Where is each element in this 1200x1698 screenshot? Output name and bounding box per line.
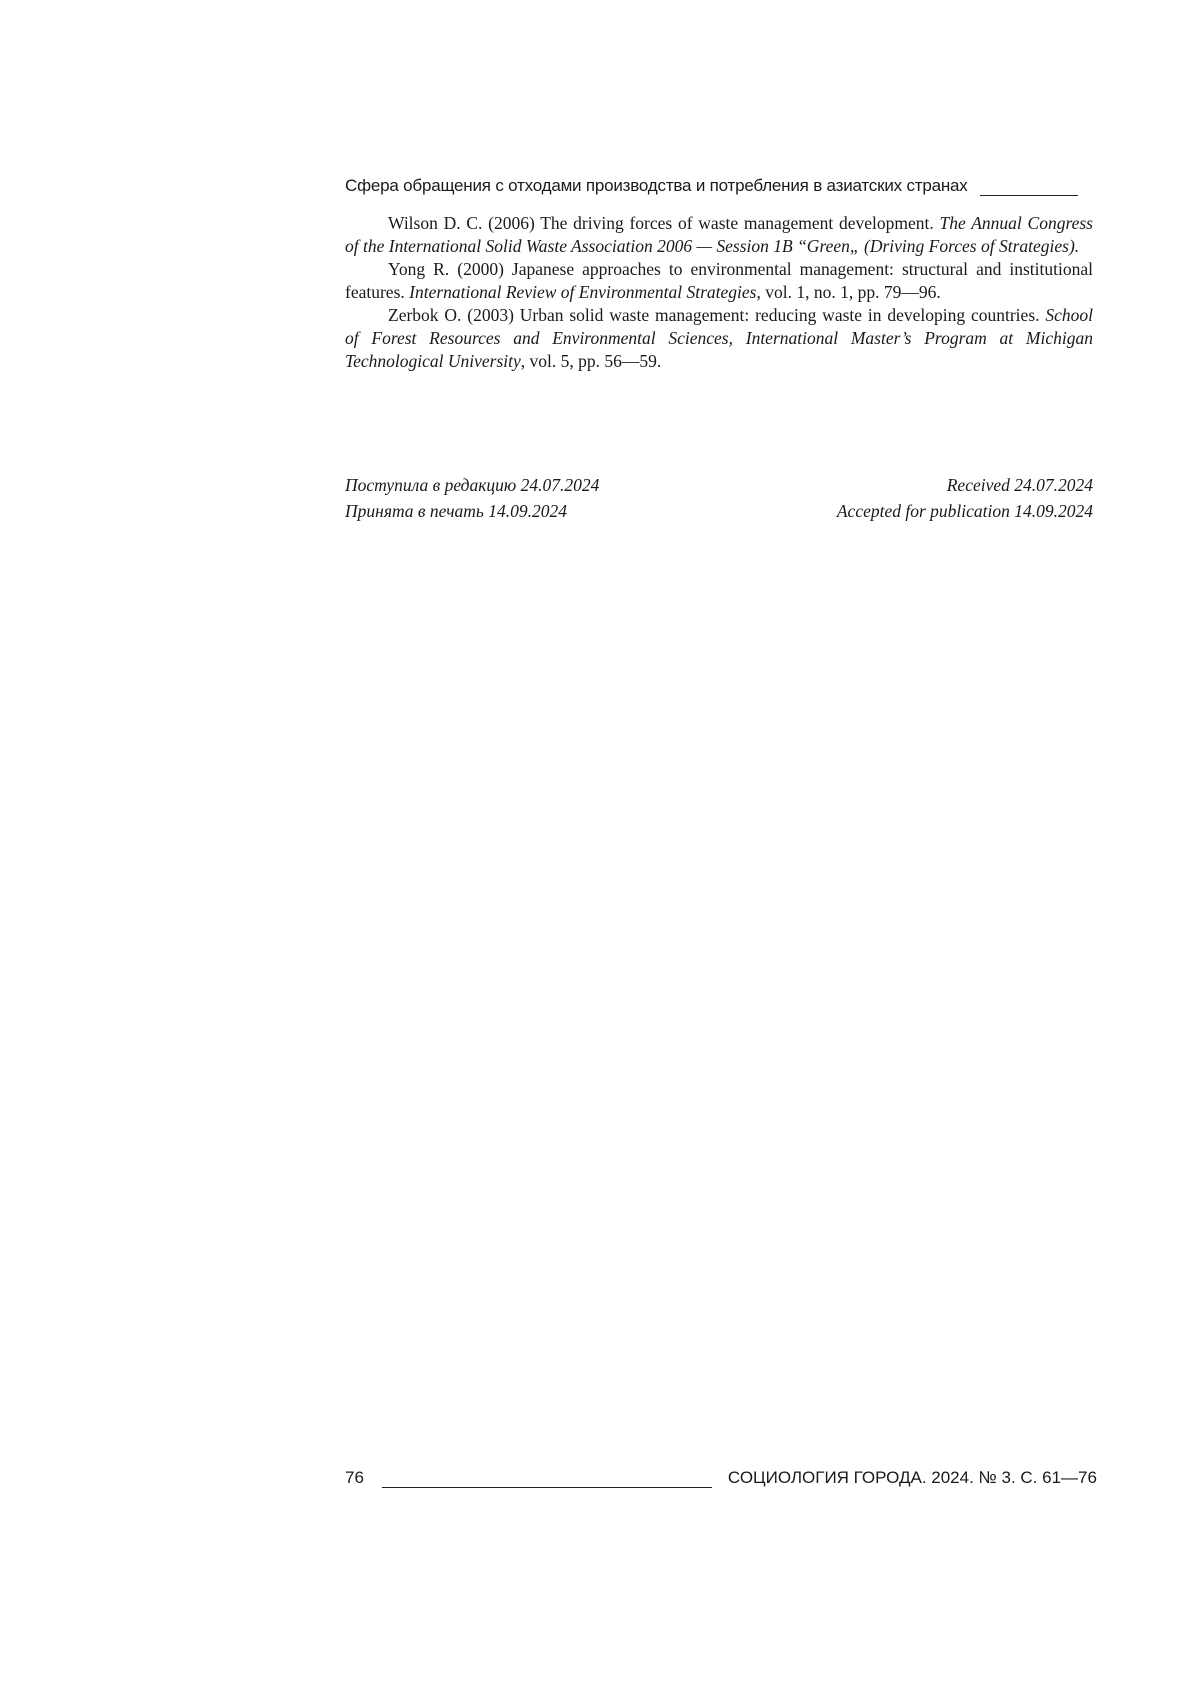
accepted-date-en: Accepted for publication 14.09.2024 <box>836 501 1093 521</box>
received-date-en: Received 24.07.2024 <box>946 475 1093 495</box>
reference-text: Wilson D. C. (2006) The driving forces of waste management development. <box>388 213 940 233</box>
reference-tail: , vol. 5, pp. 56—59. <box>520 351 662 371</box>
reference-item <box>345 212 1093 258</box>
received-row <box>345 472 1093 498</box>
running-head <box>345 176 1085 196</box>
reference-text: Zerbok O. (2003) Urban solid waste management: reducing waste in developing countries. <box>388 305 1046 325</box>
reference-text: Yong R. (2000) Japanese approaches to environmental management: structural and institutional features. <box>345 259 1093 302</box>
reference-tail: , vol. 1, no. 1, pp. 79—96. <box>756 282 941 302</box>
journal-citation: СОЦИОЛОГИЯ ГОРОДА. 2024. № 3. С. 61—76 <box>727 1468 1097 1487</box>
reference-item <box>345 258 1093 304</box>
reference-item <box>345 304 1093 373</box>
reference-source: International Review of Environmental Strategies <box>409 282 757 302</box>
accepted-row <box>345 498 1093 524</box>
reference-source: The Annual Congress of the International Solid Waste Association 2006 — Session 1B “Green„ (Driving Forces of Strategies). <box>345 213 1093 256</box>
footer-rule <box>382 1473 712 1488</box>
reference-source: School of Forest Resources and Environmental Sciences, International Master’s Program at Michigan Technological University <box>345 305 1093 371</box>
page-number: 76 <box>345 1468 364 1487</box>
submission-dates <box>345 472 1093 524</box>
reference-list <box>345 212 1093 373</box>
received-date-ru: Поступила в редакцию 24.07.2024 <box>345 475 600 495</box>
page-footer <box>345 1468 1097 1488</box>
running-head-rule <box>980 181 1078 196</box>
running-head-title: Сфера обращения с отходами производства и потребления в азиатских странах <box>345 176 968 195</box>
accepted-date-ru: Принята в печать 14.09.2024 <box>345 501 568 521</box>
